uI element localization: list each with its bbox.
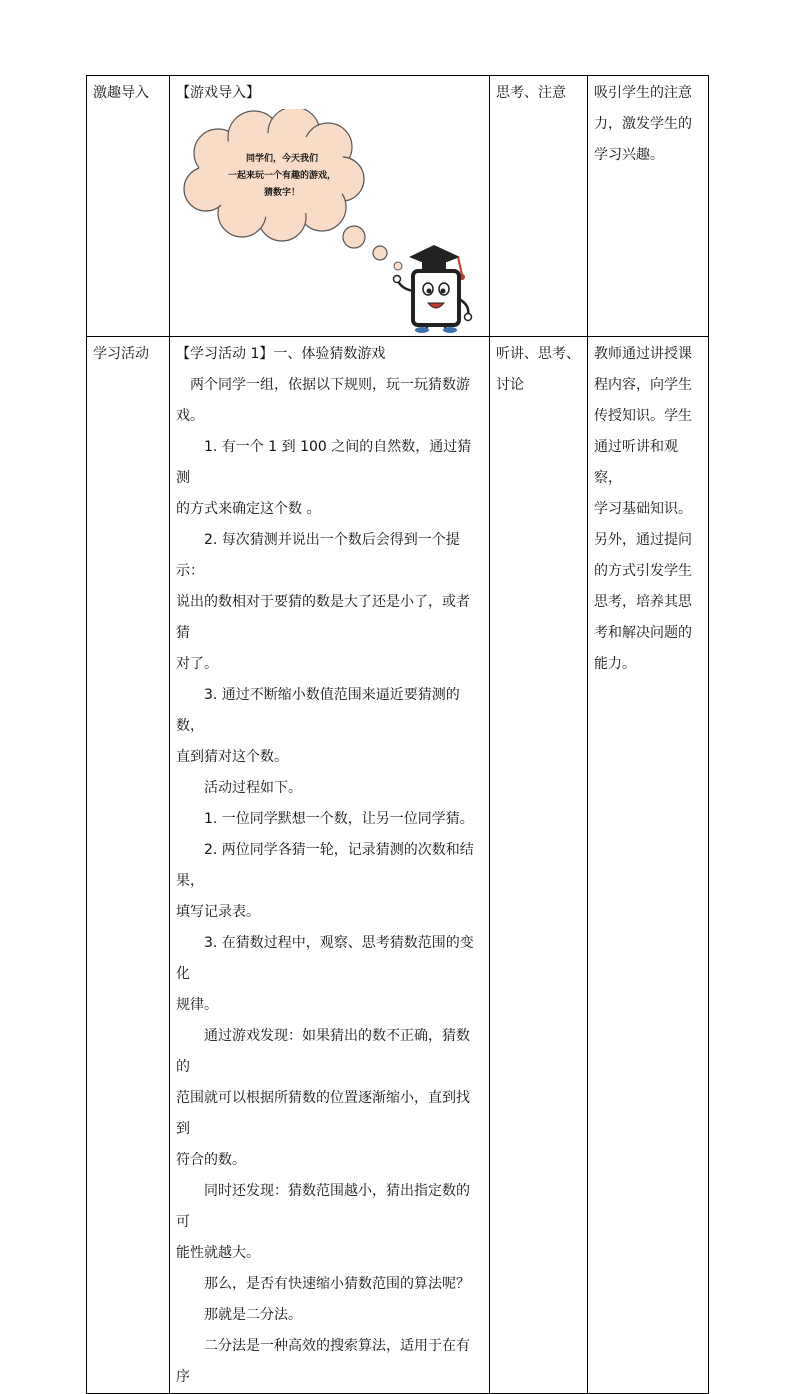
lesson-plan-table xyxy=(86,75,709,1394)
content-line: 3. 通过不断缩小数值范围来逼近要猜测的数， xyxy=(176,687,460,734)
activity-line: 听讲、思考、 xyxy=(496,346,580,362)
content-line: 同时还发现：猜数范围越小，猜出指定数的可 xyxy=(176,1183,470,1230)
content-line: 2. 每次猜测并说出一个数后会得到一个提示： xyxy=(176,532,460,579)
content-line: 二分法是一种高效的搜索算法，适用于在有序 xyxy=(176,1338,470,1385)
stage-cell xyxy=(87,337,170,1394)
content-line: 3. 在猜数过程中，观察、思考猜数范围的变化 xyxy=(176,935,474,982)
content-line: 1. 有一个 1 到 100 之间的自然数，通过猜测 xyxy=(176,439,472,486)
intent-line: 力，激发学生的 xyxy=(594,116,692,132)
stage-label: 学习活动 xyxy=(93,346,149,362)
content-line: 符合的数。 xyxy=(176,1152,246,1168)
student-activity-cell xyxy=(490,337,588,1394)
content-cell xyxy=(170,337,490,1394)
content-line: 说出的数相对于要猜的数是大了还是小了，或者猜 xyxy=(176,594,470,641)
content-line: 规律。 xyxy=(176,997,218,1013)
content-line: 的方式来确定这个数 。 xyxy=(176,501,321,517)
content-line: 两个同学一组，依据以下规则，玩一玩猜数游戏。 xyxy=(176,377,470,424)
bubble-line: 一起来玩一个有趣的游戏， xyxy=(227,171,336,181)
content-line: 范围就可以根据所猜数的位置逐渐缩小，直到找到 xyxy=(176,1090,470,1137)
content-line: 1. 一位同学默想一个数，让另一位同学猜。 xyxy=(204,811,474,827)
student-activity-cell xyxy=(490,76,588,337)
game-intro-illustration xyxy=(176,109,484,333)
intent-line: 学习基础知识。 xyxy=(594,501,692,517)
bubble-line: 同学们，今天我们 xyxy=(245,154,318,164)
content-line: 那就是二分法。 xyxy=(204,1307,302,1323)
content-line: 对了。 xyxy=(176,656,218,672)
section-title: 【学习活动 1】一、体验猜数游戏 xyxy=(176,346,386,362)
content-line: 直到猜对这个数。 xyxy=(176,749,288,765)
table-row xyxy=(87,76,709,337)
intent-line: 吸引学生的注意 xyxy=(594,85,692,101)
section-title: 【游戏导入】 xyxy=(176,85,260,101)
intent-line: 学习兴趣。 xyxy=(594,147,664,163)
intent-line: 程内容，向学生 xyxy=(594,377,692,393)
intent-line: 能力。 xyxy=(594,656,636,672)
thought-cloud-character-graphic xyxy=(176,109,484,333)
stage-cell xyxy=(87,76,170,337)
content-line: 活动过程如下。 xyxy=(204,780,302,796)
intent-line: 的方式引发学生 xyxy=(594,563,692,579)
bubble-line: 猜数字！ xyxy=(263,188,300,198)
content-line: 填写记录表。 xyxy=(176,904,260,920)
content-line: 那么，是否有快速缩小猜数范围的算法呢？ xyxy=(204,1276,470,1292)
intent-line: 思考，培养其思 xyxy=(594,594,692,610)
stage-label: 激趣导入 xyxy=(93,85,149,101)
thought-bubble-text xyxy=(222,151,342,202)
intent-line: 考和解决问题的 xyxy=(594,625,692,641)
intent-line: 教师通过讲授课 xyxy=(594,346,692,362)
content-line: 通过游戏发现：如果猜出的数不正确，猜数的 xyxy=(176,1028,470,1075)
intent-line: 通过听讲和观察， xyxy=(594,439,678,486)
activity-line: 讨论 xyxy=(496,377,524,393)
content-line: 能性就越大。 xyxy=(176,1245,260,1261)
intent-line: 另外，通过提问 xyxy=(594,532,692,548)
design-intent-cell xyxy=(588,76,709,337)
design-intent-cell xyxy=(588,337,709,1394)
table-row xyxy=(87,337,709,1394)
intent-line: 传授知识。学生 xyxy=(594,408,692,424)
content-line: 2. 两位同学各猜一轮，记录猜测的次数和结果， xyxy=(176,842,474,889)
content-cell xyxy=(170,76,490,337)
student-activity-text: 思考、注意 xyxy=(496,85,566,101)
character-icon xyxy=(394,245,472,333)
